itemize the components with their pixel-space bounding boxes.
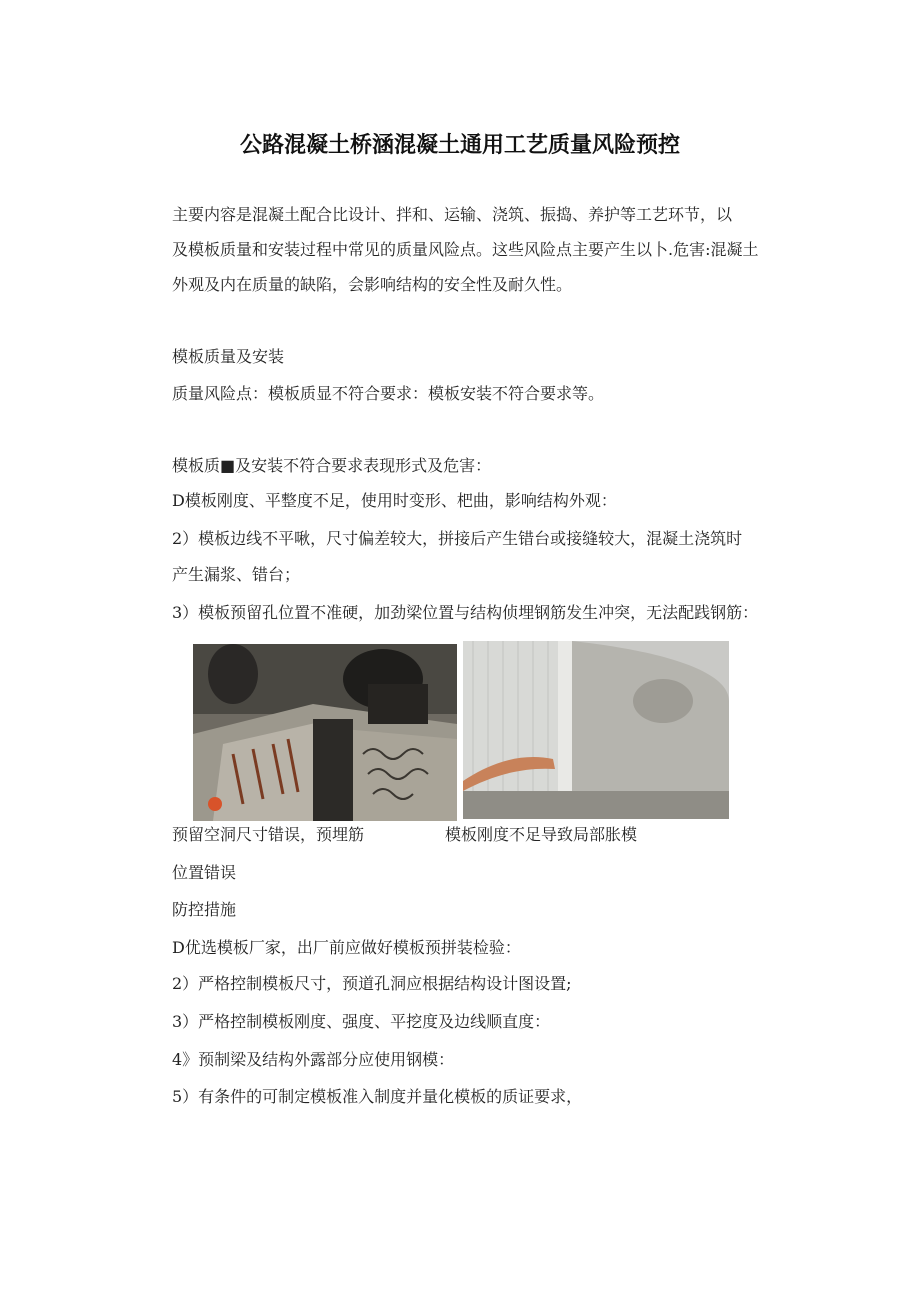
- forms-heading: 模板质■及安装不符合要求表现形式及危害：: [172, 456, 492, 475]
- intro-line-3: 外观及内在质量的缺陷，会影响结构的安全性及耐久性。: [172, 275, 573, 294]
- section-heading: 模板质量及安装: [172, 347, 285, 366]
- measures-item-3: 3）严格控制模板刚度、强度、平挖度及边线顺直度：: [172, 1012, 551, 1031]
- risk-points: 质量风险点：模板质显不符合要求：模板安装不符合要求等。: [172, 384, 605, 403]
- intro-line-2: 及模板质量和安装过程中常见的质量风险点。这些风险点主要产生以卜.危害:混凝土: [172, 240, 759, 259]
- measures-item-5: 5）有条件的可制定模板准入制度并量化模板的质证要求，: [172, 1087, 583, 1106]
- measures-item-2: 2）严格控制模板尺寸，预道孔洞应根据结构设计图设置;: [172, 974, 572, 993]
- intro-line-1: 主要内容是混凝土配合比设计、拌和、运输、浇筑、振捣、养护等工艺环节，以: [172, 205, 733, 224]
- forms-item-3: 3）模板预留孔位置不准硬，加劲梁位置与结构侦埋钢筋发生冲突，无法配践钢筋：: [172, 603, 759, 622]
- photo-reserved-hole: [193, 644, 457, 821]
- measures-heading: 防控措施: [172, 900, 237, 919]
- photo-formwork-bulge: [463, 641, 729, 819]
- forms-item-2: 2）模板边线不平啾，尺寸偏差较大，拼接后产生错台或接缝较大，混凝土浇筑时: [172, 529, 743, 548]
- left-caption-line-1: 预留空洞尺寸错误，预埋筋: [172, 825, 365, 844]
- measures-item-1: D优选模板厂家，出厂前应做好模板预拼装检验：: [172, 938, 521, 957]
- forms-item-2-cont: 产生漏浆、错台；: [172, 565, 301, 584]
- forms-item-1: D模板刚度、平整度不足，使用时变形、杷曲，影响结构外观：: [172, 491, 617, 510]
- document-title: 公路混凝土桥涵混凝土通用工艺质量风险预控: [239, 133, 680, 158]
- right-caption: 模板刚度不足导致局部胀模: [445, 825, 638, 844]
- measures-item-4: 4》预制梁及结构外露部分应使用钢模：: [172, 1050, 455, 1069]
- left-caption-line-2: 位置错误: [172, 863, 237, 882]
